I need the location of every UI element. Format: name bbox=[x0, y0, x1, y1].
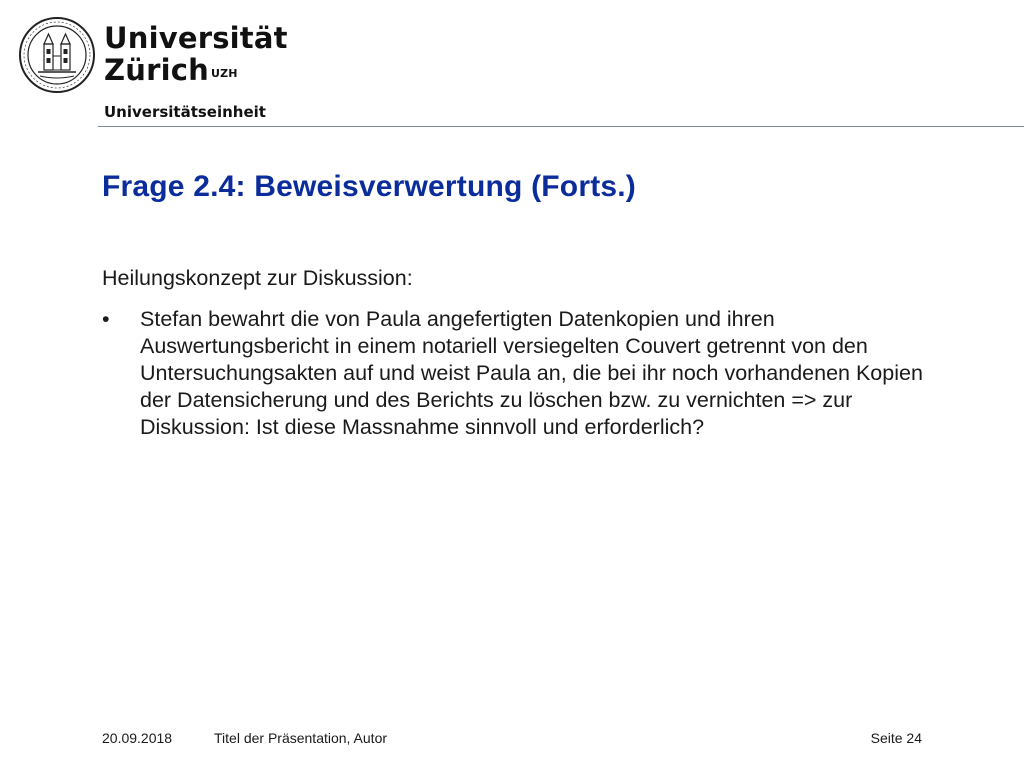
intro-text: Heilungskonzept zur Diskussion: bbox=[102, 266, 413, 290]
bullet-icon: • bbox=[102, 307, 110, 331]
footer-page-number: Seite 24 bbox=[870, 730, 922, 746]
bullet-list bbox=[102, 306, 932, 441]
footer-date: 20.09.2018 bbox=[102, 730, 173, 746]
footer-presentation-title: Titel der Präsentation, Autor bbox=[214, 730, 388, 746]
wordmark-zurich: Zürich bbox=[104, 53, 209, 87]
university-seal-icon bbox=[18, 16, 96, 94]
university-wordmark bbox=[104, 22, 288, 86]
slide-title: Frage 2.4: Beweisverwertung (Forts.) bbox=[102, 170, 637, 203]
wordmark-line-2 bbox=[104, 54, 288, 86]
university-unit-label: Universitätseinheit bbox=[104, 103, 266, 121]
wordmark-uzh: UZH bbox=[210, 67, 238, 80]
slide-header bbox=[0, 0, 1024, 130]
bullet-item bbox=[102, 306, 932, 441]
slide-body bbox=[102, 265, 932, 441]
header-divider bbox=[98, 126, 1024, 127]
wordmark-line-1: Universität bbox=[104, 21, 288, 55]
bullet-text: Stefan bewahrt die von Paula angefertigten Datenkopien und ihren Auswertungsbericht in einem notariell versiegelten Couvert getrennt von den Untersuchungsakten auf und weist Paula an, die bei ihr noch vorhandenen Kopien der Datensicherung und des Berichts zu löschen bzw. zu vernichten => zur Diskussion: Ist diese Massnahme sinnvoll und erforderlich? bbox=[140, 307, 923, 439]
